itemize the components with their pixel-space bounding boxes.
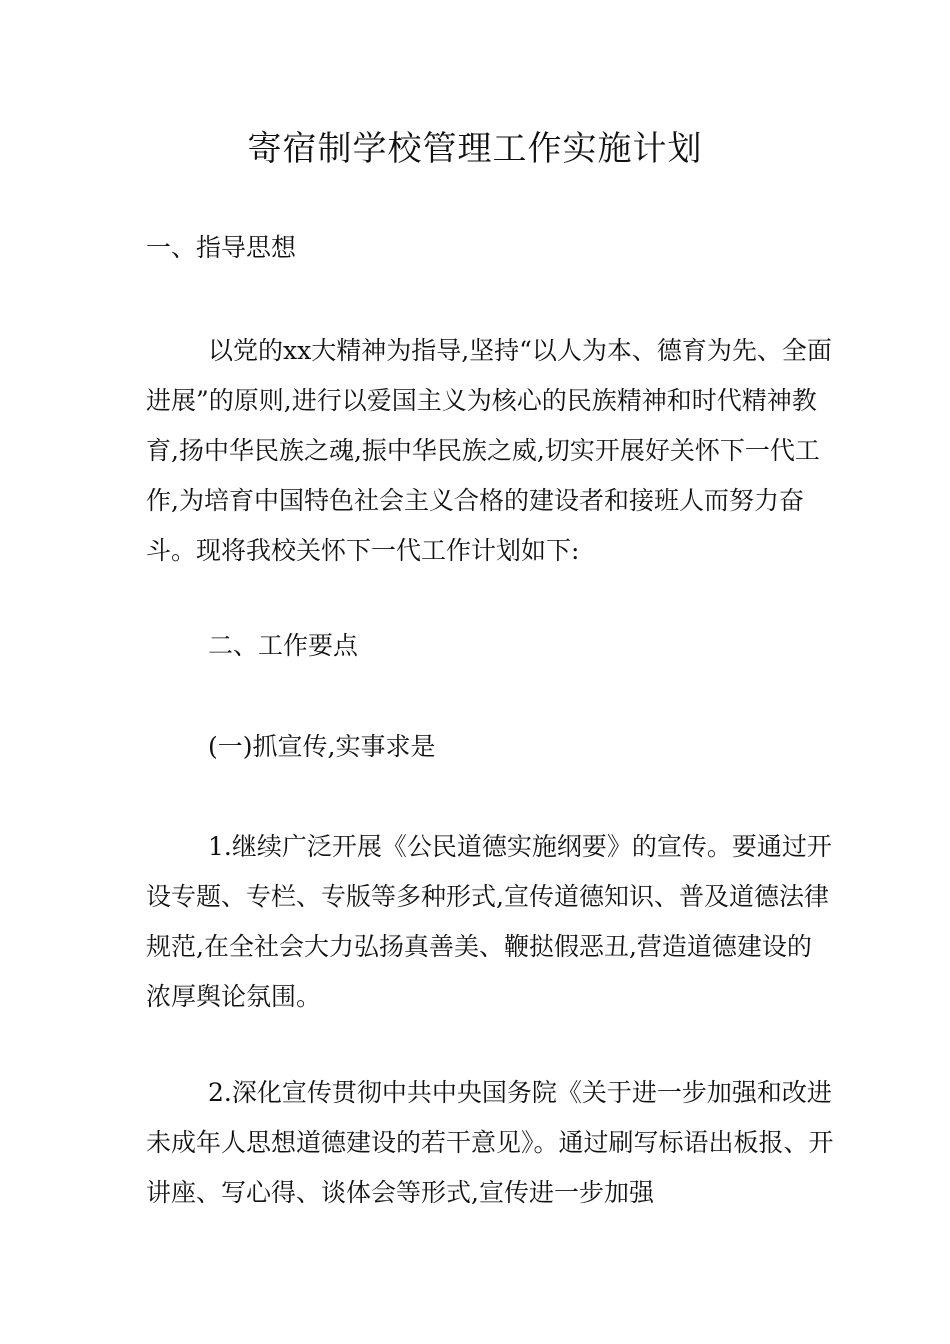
paragraph-guiding-ideology: 以党的xx大精神为指导,坚持“以人为本、德育为先、全面进展”的原则,进行以爱国主义为核心的民族精神和时代精神教育,扬中华民族之魂,振中华民族之威,切实开展好关怀下一代工作,为培育中国特色社会主义合格的建设者和接班人而努力奋斗。现将我校关怀下一代工作计划如下:	[146, 336, 832, 565]
subsection-heading-publicity: (一)抓宣传,实事求是	[208, 732, 436, 761]
list-item-1: 1.继续广泛开展《公民道德实施纲要》的宣传。要通过开设专题、专栏、专版等多种形式,宣传道德知识、普及道德法律规范,在全社会大力弘扬真善美、鞭挞假恶丑,营造道德建设的浓厚舆论氛围。	[146, 832, 832, 1011]
section-heading-guiding-ideology: 一、指导思想	[146, 233, 297, 262]
section-heading-work-points: 二、工作要点	[208, 631, 359, 660]
document-title: 寄宿制学校管理工作实施计划	[247, 129, 703, 169]
list-item-2: 2.深化宣传贯彻中共中央国务院《关于进一步加强和改进未成年人思想道德建设的若干意见》。通过刷写标语出板报、开讲座、写心得、谈体会等形式,宣传进一步加强	[146, 1078, 834, 1207]
